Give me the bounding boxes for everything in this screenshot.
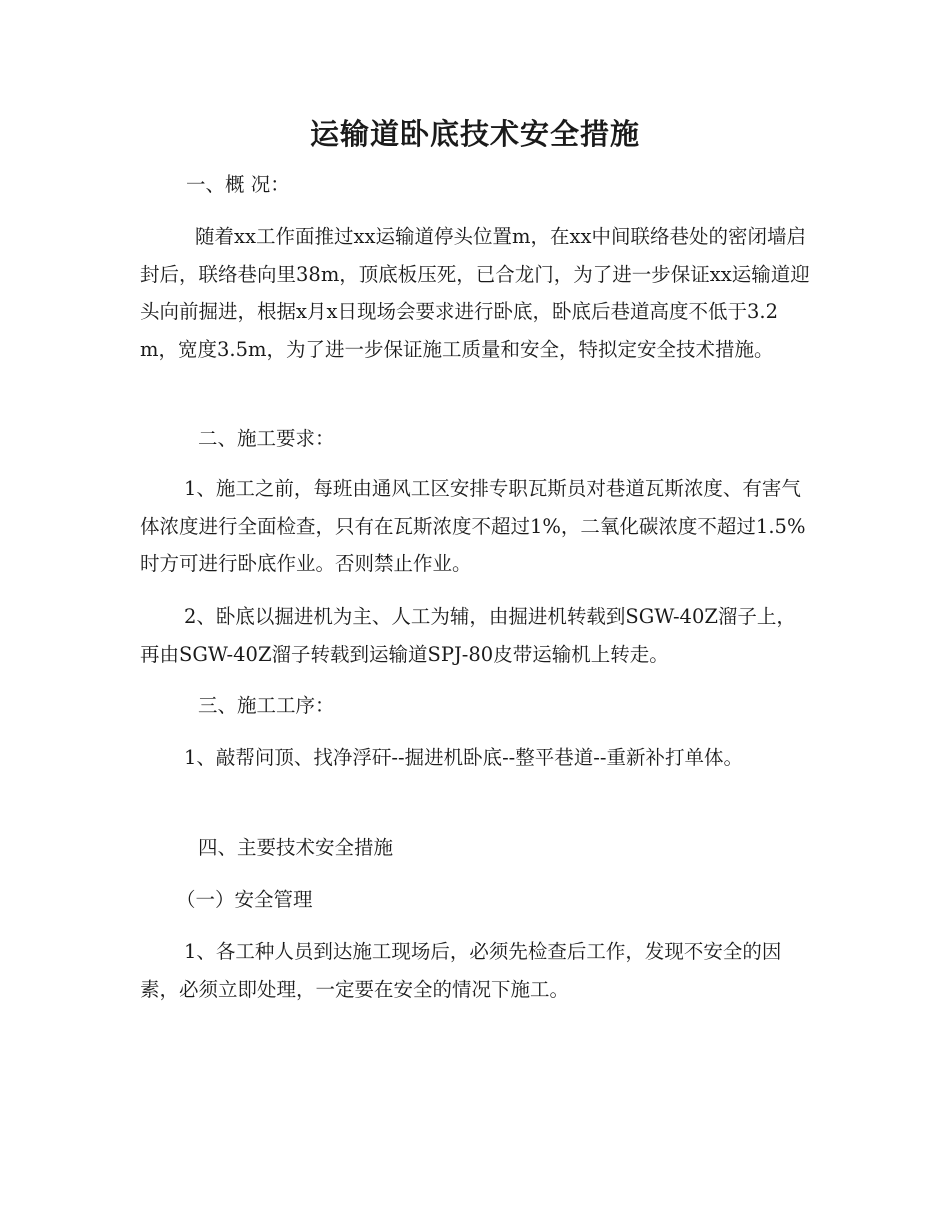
paragraph-requirement-1: 1、施工之前，每班由通风工区安排专职瓦斯员对巷道瓦斯浓度、有害气体浓度进行全面检查，只有在瓦斯浓度不超过1%，二氧化碳浓度不超过1.5%时方可进行卧底作业。否则禁止作业。 <box>140 477 806 575</box>
paragraph-requirement-2: 2、卧底以掘进机为主、人工为辅，由掘进机转载到SGW-40Z溜子上，再由SGW-40Z溜子转载到运输道SPJ-80皮带运输机上转走。 <box>140 605 796 666</box>
paragraph-procedure-1: 1、敲帮问顶、找净浮矸--掘进机卧底--整平巷道--重新补打单体。 <box>184 746 743 769</box>
paragraph-overview: 随着xx工作面推过xx运输道停头位置m，在xx中间联络巷处的密闭墙启封后，联络巷向里38m，顶底板压死，已合龙门，为了进一步保证xx运输道迎头向前掘进，根据x月x日现场会要求进行卧底，卧底后巷道高度不低于3.2m，宽度3.5m，为了进一步保证施工质量和安全，特拟定安全技术措施。 <box>140 225 810 361</box>
section-heading-requirements: 二、施工要求： <box>198 427 335 450</box>
paragraph-safety-1: 1、各工种人员到达施工现场后，必须先检查后工作，发现不安全的因素，必须立即处理，一定要在安全的情况下施工。 <box>140 940 782 1001</box>
section-heading-safety-measures: 四、主要技术安全措施 <box>198 836 394 859</box>
document-title: 运输道卧底技术安全措施 <box>309 117 640 151</box>
subheading-safety-management: （一）安全管理 <box>176 888 313 911</box>
section-heading-procedure: 三、施工工序： <box>198 694 335 717</box>
section-heading-overview: 一、概 况： <box>186 173 290 196</box>
